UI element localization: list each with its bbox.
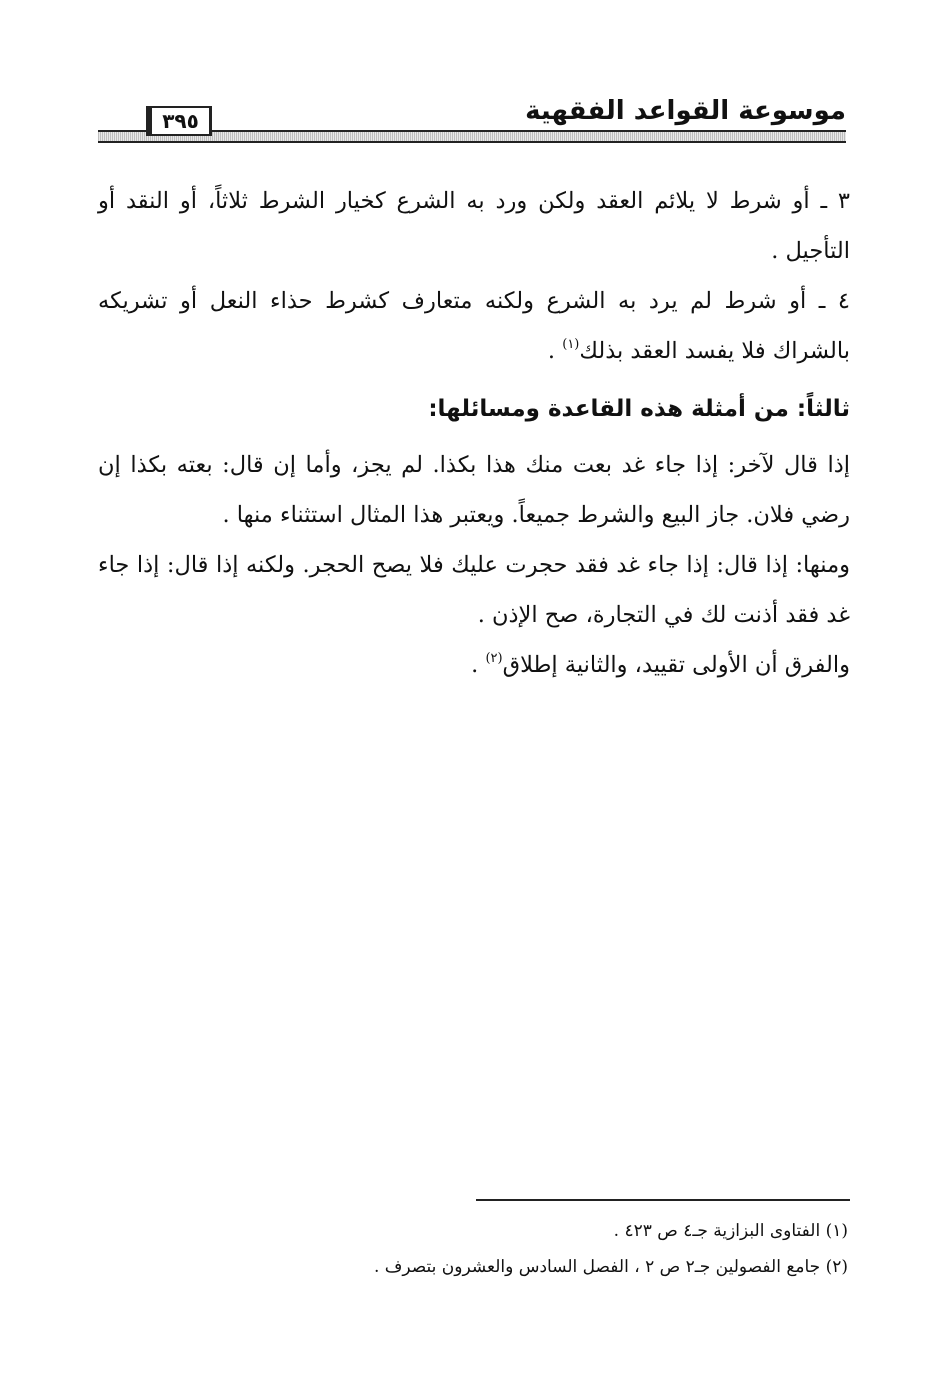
paragraph-condition-4-end: . bbox=[547, 338, 563, 364]
paragraph-difference bbox=[98, 640, 850, 690]
page-header bbox=[98, 96, 846, 148]
footnote-2: (٢) جامع الفصولين جـ٢ ص ٢ ، الفصل السادس والعشرون بتصرف . bbox=[373, 1257, 848, 1277]
paragraph-example-1: إذا قال لآخر: إذا جاء غد بعت منك هذا بكذا. لم يجز، وأما إن قال: بعته بكذا إن رضي فلان. جاز البيع والشرط جميعاً. ويعتبر هذا المثال استثناء منها . bbox=[98, 452, 850, 528]
paragraph-condition-4-text: ٤ ـ أو شرط لم يرد به الشرع ولكنه متعارف كشرط حذاء النعل أو تشريكه بالشراك فلا يفسد العقد بذلك bbox=[98, 288, 850, 364]
footnote-divider bbox=[476, 1199, 850, 1201]
paragraph-example-2: ومنها: إذا قال: إذا جاء غد فقد حجرت عليك فلا يصح الحجر. ولكنه إذا قال: إذا جاء غد فقد أذنت لك في التجارة، صح الإذن . bbox=[98, 552, 850, 628]
paragraph-difference-text: والفرق أن الأولى تقييد، والثانية إطلاق bbox=[502, 652, 850, 678]
page-number: ٣٩٥ bbox=[146, 106, 212, 136]
paragraph-condition-4 bbox=[98, 276, 850, 376]
footnotes bbox=[150, 1213, 848, 1285]
footnote-ref-2[interactable]: (٢) bbox=[485, 651, 503, 666]
section-heading: ثالثاً: من أمثلة هذه القاعدة ومسائلها: bbox=[428, 396, 850, 422]
footnote-ref-1[interactable]: (١) bbox=[562, 337, 580, 352]
footnote-1: (١) الفتاوى البزازية جـ٤ ص ٤٢٣ . bbox=[613, 1221, 848, 1241]
paragraph-difference-end: . bbox=[471, 652, 486, 678]
paragraph-condition-3: ٣ ـ أو شرط لا يلائم العقد ولكن ورد به الشرع كخيار الشرط ثلاثاً، أو النقد أو التأجيل . bbox=[98, 188, 850, 264]
running-title: موسوعة القواعد الفقهية bbox=[525, 96, 846, 126]
main-text bbox=[98, 176, 850, 690]
